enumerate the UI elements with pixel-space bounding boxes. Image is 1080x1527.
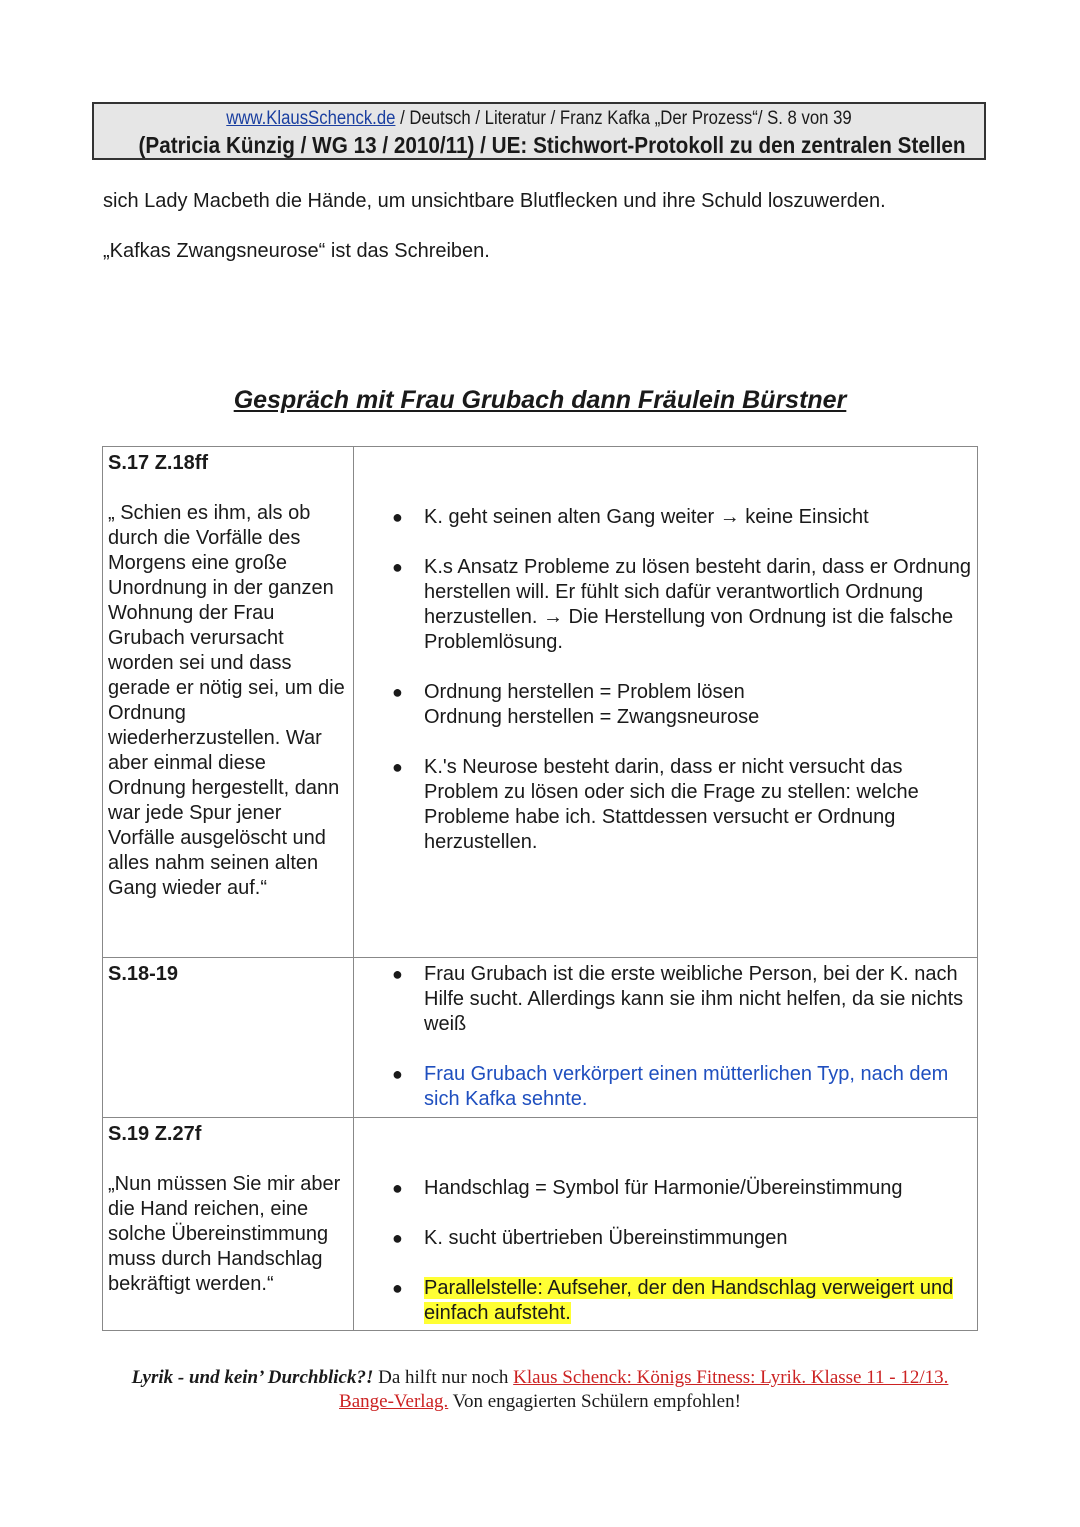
table-row <box>103 1118 978 1331</box>
note-text: Ordnung herstellen = Problem lösen <box>424 681 745 703</box>
bullet-icon: ● <box>392 1064 403 1084</box>
footer-promo <box>0 1366 1080 1414</box>
list-item <box>392 1176 971 1201</box>
list-item <box>392 1226 971 1251</box>
page-reference: S.19 Z.27f <box>108 1123 202 1145</box>
notes-cell <box>354 447 978 958</box>
footer-tail: Von engagierten Schülern empfohlen! <box>448 1391 741 1412</box>
section-title: Gespräch mit Frau Grubach dann Fräulein Bürstner <box>233 386 847 414</box>
reference-cell <box>103 958 354 1118</box>
bullet-icon: ● <box>392 1278 403 1298</box>
document-header <box>92 102 986 160</box>
bullet-icon: ● <box>392 557 403 577</box>
quote-text: „ Schien es ihm, als ob durch die Vorfälle des Morgens eine große Unordnung in der ganzen Wohnung der Frau Grubach verursacht worden sei und dass gerade er nötig sei, um die Ordnung wiederherzustellen. War aber einmal diese Ordnung hergestellt, dann war jede Spur jener Vorfälle ausgelöscht und alles nahm seinen alten Gang wieder auf.“ <box>108 502 345 899</box>
footer-publisher-link[interactable]: Bange-Verlag. <box>339 1391 449 1412</box>
header-path: / Deutsch / Literatur / Franz Kafka „Der Prozess“/ S. 8 von 39 <box>395 108 852 129</box>
footer-lead: Lyrik - und kein’ Durchblick?! <box>131 1367 374 1388</box>
list-item <box>392 1062 971 1112</box>
list-item <box>392 962 971 1037</box>
footer-book-link[interactable]: Klaus Schenck: Königs Fitness: Lyrik. Klasse 11 - 12/13. <box>513 1367 949 1388</box>
header-line-1 <box>147 107 930 131</box>
list-item <box>392 1276 971 1326</box>
header-subtitle: (Patricia Künzig / WG 13 / 2010/11) / UE: Stichwort-Protokoll zu den zentralen Stellen <box>138 132 966 158</box>
quote-text: „Nun müssen Sie mir aber die Hand reichen, eine solche Übereinstimmung muss durch Handschlag bekräftigt werden.“ <box>108 1173 341 1295</box>
bullet-icon: ● <box>392 964 403 984</box>
notes-cell <box>354 1118 978 1331</box>
note-text: Ordnung herstellen = Zwangsneurose <box>424 706 760 728</box>
bullet-icon: ● <box>392 1228 403 1248</box>
list-item <box>392 755 971 855</box>
reference-cell <box>103 1118 354 1331</box>
page-reference: S.17 Z.18ff <box>108 452 209 474</box>
note-text: K.s Ansatz Probleme zu lösen besteht darin, dass er Ordnung herstellen will. Er fühlt sich dafür verantwortlich Ordnung herzustellen. → Die Herstellung von Ordnung ist die falsche Problemlösung. <box>424 556 971 653</box>
table-row <box>103 447 978 958</box>
note-text: Frau Grubach ist die erste weibliche Person, bei der K. nach Hilfe sucht. Allerdings kann sie ihm nicht helfen, da sie nichts weiß <box>424 963 964 1035</box>
notes-list <box>392 1176 971 1326</box>
notes-list <box>392 962 971 1112</box>
table-row <box>103 958 978 1118</box>
note-text: Handschlag = Symbol für Harmonie/Übereinstimmung <box>424 1177 903 1199</box>
list-item <box>392 505 971 530</box>
list-item <box>392 555 971 655</box>
site-link[interactable]: www.KlausSchenck.de <box>226 108 396 129</box>
note-text: K. sucht übertrieben Übereinstimmungen <box>424 1227 788 1249</box>
note-text-blue: Frau Grubach verkörpert einen mütterlichen Typ, nach dem sich Kafka sehnte. <box>424 1063 949 1110</box>
footer-mid: Da hilft nur noch <box>373 1367 514 1388</box>
bullet-icon: ● <box>392 1178 403 1198</box>
note-text: K.'s Neurose besteht darin, dass er nicht versucht das Problem zu lösen oder sich die Frage zu stellen: welche Probleme habe ich. Stattdessen versucht er Ordnung herzustellen. <box>424 756 919 853</box>
notes-cell <box>354 958 978 1118</box>
list-item <box>392 680 971 730</box>
bullet-icon: ● <box>392 507 403 527</box>
intro-line-2: „Kafkas Zwangsneurose“ ist das Schreiben. <box>103 240 490 262</box>
reference-cell <box>103 447 354 958</box>
notes-list <box>392 505 971 855</box>
bullet-icon: ● <box>392 682 403 702</box>
note-text-highlighted: Parallelstelle: Aufseher, der den Handschlag verweigert und einfach aufsteht. <box>424 1277 954 1324</box>
intro-line-1: sich Lady Macbeth die Hände, um unsichtbare Blutflecken und ihre Schuld loszuwerden. <box>103 190 886 212</box>
page-reference: S.18-19 <box>108 963 179 985</box>
note-text: K. geht seinen alten Gang weiter → keine Einsicht <box>424 506 869 528</box>
protocol-table <box>102 446 978 1331</box>
bullet-icon: ● <box>392 757 403 777</box>
